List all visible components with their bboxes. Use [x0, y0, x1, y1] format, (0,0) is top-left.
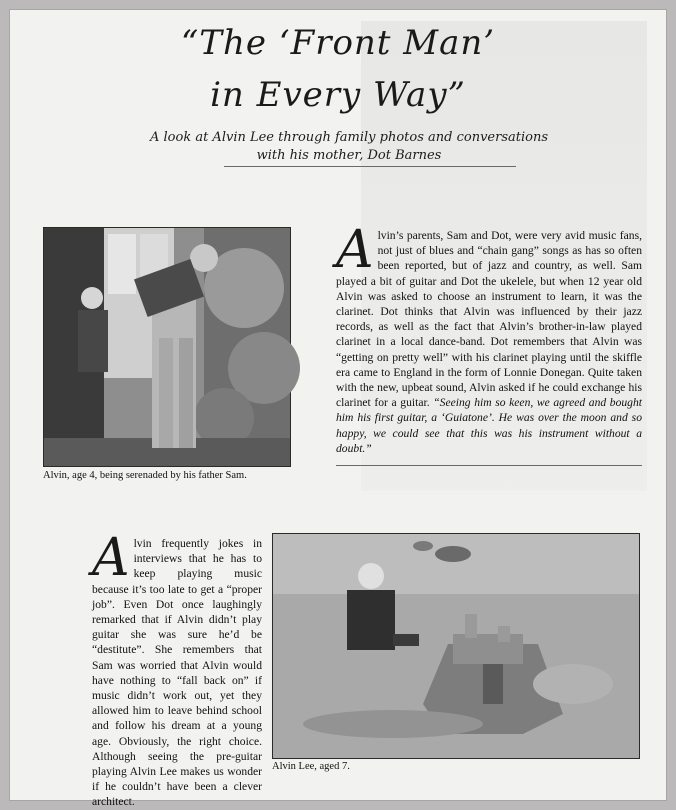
article-body-section-2	[92, 528, 262, 810]
photo2-caption: Alvin Lee, aged 7.	[272, 761, 350, 772]
photo-alvin-aged-7-image	[273, 534, 639, 758]
section-2-text: lvin frequently jokes in interviews that he has to keep playing music because it’s too late to get a “proper job”. Even Dot once laughingly remarked that if Alvin didn’t play guitar she was sure he’d be “destitute”. She remembers that Sam was worried that Alvin would have nothing to “fall back on” if music didn’t work out, yet they allowed him to leave behind school and follow his dream at a young age. Obviously, the right choice. Although seeing the pre-guitar playing Alvin Lee makes us wonder if he couldn’t have been a clever architect.	[92, 537, 262, 809]
section-1-text: lvin’s parents, Sam and Dot, were very avid music fans, not just of blues and “chain gang” songs as has so often been reported, but of jazz and country, as well. Sam played a bit of guitar and Dot the ukelele, but when 12 year old Alvin was asked to choose an instrument to learn, it was the clarinet. Dot thinks that Alvin was influenced by their jazz records, as well as the fact that Alvin’s brother-in-law played clarinet in a local dance-band. Dot remembers that Alvin was “getting on pretty well” with his clarinet playing until the skiffle era came to England in the form of Lonnie Donegan. Quite taken with the new, upbeat sound, Alvin asked if he could exchange his clarinet for a guitar.	[336, 229, 642, 410]
subtitle-rule	[224, 166, 516, 167]
photo-alvin-aged-7	[272, 533, 640, 759]
section-1-rule	[336, 465, 642, 466]
photo1-caption: Alvin, age 4, being serenaded by his father Sam.	[43, 470, 247, 481]
dropcap-section-2: A	[92, 528, 130, 588]
article-subtitle-line-1: A look at Alvin Lee through family photos and conversations	[149, 130, 549, 145]
magazine-page	[9, 9, 667, 809]
article-body-section-1	[336, 220, 642, 456]
photo-alvin-age-4	[43, 227, 291, 467]
dropcap-section-1: A	[336, 220, 374, 280]
article-title-line-1: “The ‘Front Man’	[180, 23, 496, 63]
article-subtitle-line-2: with his mother, Dot Barnes	[256, 148, 442, 163]
section-1-quote: “Seeing him so keen, we agreed and bought him his first guitar, a ‘Guiatone’. He was over the moon and so happy, we could see that this was his instrument without a doubt.”	[336, 396, 642, 455]
article-title-line-2: in Every Way”	[210, 75, 466, 115]
photo-alvin-age-4-image	[44, 228, 290, 466]
